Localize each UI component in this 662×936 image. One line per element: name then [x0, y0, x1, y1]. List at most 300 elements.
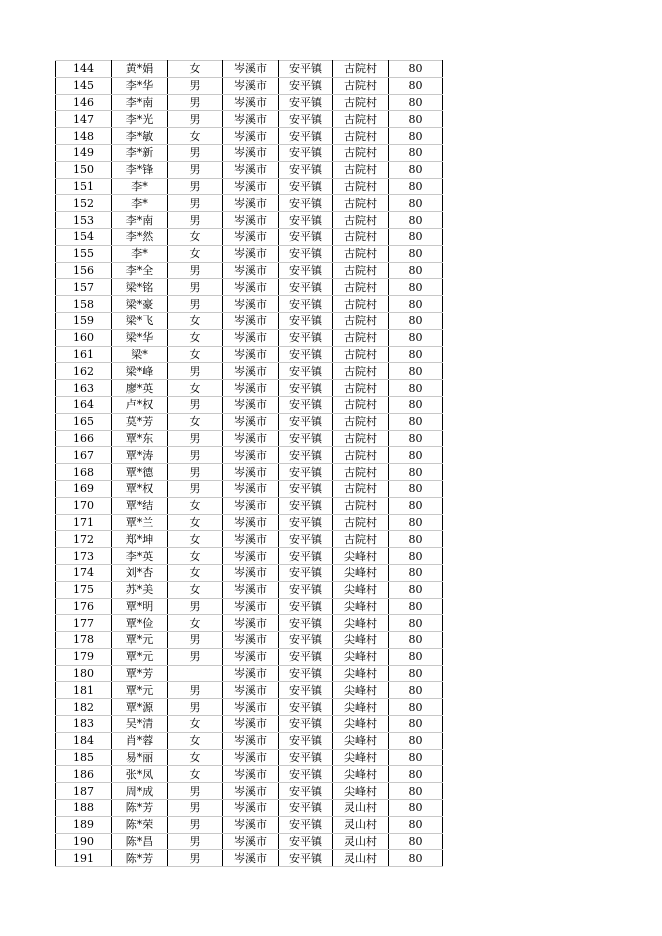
city-cell: 岑溪市: [223, 144, 279, 161]
amount-cell: 80: [389, 850, 443, 867]
amount-cell: 80: [389, 178, 443, 195]
amount-cell: 80: [389, 581, 443, 598]
village-cell: 尖峰村: [333, 766, 389, 783]
row-number-cell: 190: [56, 833, 112, 850]
town-cell: 安平镇: [279, 430, 333, 447]
gender-cell: 女: [168, 548, 223, 565]
table-row: [56, 178, 443, 195]
city-cell: 岑溪市: [223, 111, 279, 128]
row-number-cell: 191: [56, 850, 112, 867]
name-cell: 覃*东: [112, 430, 168, 447]
village-cell: 尖峰村: [333, 783, 389, 800]
village-cell: 古院村: [333, 262, 389, 279]
gender-cell: 女: [168, 581, 223, 598]
name-cell: 李*华: [112, 77, 168, 94]
village-cell: 古院村: [333, 380, 389, 397]
amount-cell: 80: [389, 77, 443, 94]
name-cell: 覃*元: [112, 648, 168, 665]
village-cell: 尖峰村: [333, 682, 389, 699]
row-number-cell: 174: [56, 564, 112, 581]
gender-cell: 男: [168, 816, 223, 833]
gender-cell: 女: [168, 497, 223, 514]
table-row: [56, 380, 443, 397]
table-row: [56, 228, 443, 245]
gender-cell: 女: [168, 329, 223, 346]
city-cell: 岑溪市: [223, 447, 279, 464]
name-cell: 陈*芳: [112, 850, 168, 867]
village-cell: 古院村: [333, 531, 389, 548]
city-cell: 岑溪市: [223, 480, 279, 497]
row-number-cell: 152: [56, 195, 112, 212]
gender-cell: 男: [168, 161, 223, 178]
town-cell: 安平镇: [279, 128, 333, 145]
row-number-cell: 163: [56, 380, 112, 397]
table-row: [56, 413, 443, 430]
city-cell: 岑溪市: [223, 94, 279, 111]
row-number-cell: 148: [56, 128, 112, 145]
amount-cell: 80: [389, 195, 443, 212]
row-number-cell: 153: [56, 212, 112, 229]
amount-cell: 80: [389, 682, 443, 699]
table-row: [56, 514, 443, 531]
amount-cell: 80: [389, 732, 443, 749]
gender-cell: 女: [168, 346, 223, 363]
row-number-cell: 168: [56, 464, 112, 481]
row-number-cell: 185: [56, 749, 112, 766]
amount-cell: 80: [389, 228, 443, 245]
table-row: [56, 480, 443, 497]
name-cell: 李*然: [112, 228, 168, 245]
table-row: [56, 531, 443, 548]
city-cell: 岑溪市: [223, 800, 279, 817]
table-row: [56, 128, 443, 145]
gender-cell: 男: [168, 464, 223, 481]
table-row: [56, 77, 443, 94]
village-cell: 灵山村: [333, 800, 389, 817]
row-number-cell: 144: [56, 61, 112, 78]
gender-cell: 女: [168, 380, 223, 397]
name-cell: 梁*铭: [112, 279, 168, 296]
table-row: [56, 598, 443, 615]
village-cell: 尖峰村: [333, 548, 389, 565]
town-cell: 安平镇: [279, 144, 333, 161]
gender-cell: 女: [168, 749, 223, 766]
town-cell: 安平镇: [279, 161, 333, 178]
name-cell: 郑*坤: [112, 531, 168, 548]
town-cell: 安平镇: [279, 480, 333, 497]
table-row: [56, 262, 443, 279]
town-cell: 安平镇: [279, 447, 333, 464]
table-row: [56, 749, 443, 766]
name-cell: 覃*明: [112, 598, 168, 615]
village-cell: 尖峰村: [333, 648, 389, 665]
name-cell: 覃*元: [112, 682, 168, 699]
city-cell: 岑溪市: [223, 279, 279, 296]
town-cell: 安平镇: [279, 312, 333, 329]
village-cell: 古院村: [333, 312, 389, 329]
row-number-cell: 178: [56, 632, 112, 649]
city-cell: 岑溪市: [223, 699, 279, 716]
city-cell: 岑溪市: [223, 749, 279, 766]
city-cell: 岑溪市: [223, 262, 279, 279]
table-row: [56, 833, 443, 850]
town-cell: 安平镇: [279, 833, 333, 850]
row-number-cell: 172: [56, 531, 112, 548]
amount-cell: 80: [389, 766, 443, 783]
name-cell: 张*凤: [112, 766, 168, 783]
village-cell: 尖峰村: [333, 732, 389, 749]
table-row: [56, 732, 443, 749]
row-number-cell: 189: [56, 816, 112, 833]
town-cell: 安平镇: [279, 346, 333, 363]
village-cell: 古院村: [333, 480, 389, 497]
spreadsheet-table: [55, 60, 443, 867]
name-cell: 卢*权: [112, 396, 168, 413]
gender-cell: 男: [168, 396, 223, 413]
name-cell: 覃*兰: [112, 514, 168, 531]
name-cell: 莫*芳: [112, 413, 168, 430]
row-number-cell: 187: [56, 783, 112, 800]
table-row: [56, 94, 443, 111]
village-cell: 古院村: [333, 363, 389, 380]
gender-cell: 男: [168, 447, 223, 464]
row-number-cell: 161: [56, 346, 112, 363]
name-cell: 肖*蓉: [112, 732, 168, 749]
gender-cell: 女: [168, 766, 223, 783]
amount-cell: 80: [389, 279, 443, 296]
table-row: [56, 800, 443, 817]
table-row: [56, 346, 443, 363]
gender-cell: 女: [168, 716, 223, 733]
town-cell: 安平镇: [279, 632, 333, 649]
town-cell: 安平镇: [279, 94, 333, 111]
village-cell: 古院村: [333, 61, 389, 78]
town-cell: 安平镇: [279, 245, 333, 262]
village-cell: 尖峰村: [333, 632, 389, 649]
name-cell: 覃*德: [112, 464, 168, 481]
city-cell: 岑溪市: [223, 178, 279, 195]
village-cell: 古院村: [333, 228, 389, 245]
city-cell: 岑溪市: [223, 128, 279, 145]
village-cell: 古院村: [333, 497, 389, 514]
gender-cell: 男: [168, 144, 223, 161]
table-row: [56, 464, 443, 481]
name-cell: 梁*: [112, 346, 168, 363]
row-number-cell: 179: [56, 648, 112, 665]
name-cell: 陈*昌: [112, 833, 168, 850]
name-cell: 苏*美: [112, 581, 168, 598]
gender-cell: 男: [168, 598, 223, 615]
town-cell: 安平镇: [279, 716, 333, 733]
gender-cell: 男: [168, 296, 223, 313]
name-cell: 李*敏: [112, 128, 168, 145]
amount-cell: 80: [389, 430, 443, 447]
gender-cell: 男: [168, 480, 223, 497]
village-cell: 尖峰村: [333, 615, 389, 632]
row-number-cell: 147: [56, 111, 112, 128]
name-cell: 李*: [112, 195, 168, 212]
town-cell: 安平镇: [279, 497, 333, 514]
city-cell: 岑溪市: [223, 531, 279, 548]
table-row: [56, 111, 443, 128]
village-cell: 古院村: [333, 245, 389, 262]
town-cell: 安平镇: [279, 61, 333, 78]
table-row: [56, 161, 443, 178]
town-cell: 安平镇: [279, 329, 333, 346]
row-number-cell: 146: [56, 94, 112, 111]
table-row: [56, 665, 443, 682]
city-cell: 岑溪市: [223, 850, 279, 867]
table-row: [56, 783, 443, 800]
gender-cell: 男: [168, 632, 223, 649]
gender-cell: 女: [168, 128, 223, 145]
name-cell: 刘*杏: [112, 564, 168, 581]
town-cell: 安平镇: [279, 228, 333, 245]
city-cell: 岑溪市: [223, 61, 279, 78]
city-cell: 岑溪市: [223, 413, 279, 430]
name-cell: 梁*峰: [112, 363, 168, 380]
amount-cell: 80: [389, 94, 443, 111]
amount-cell: 80: [389, 531, 443, 548]
city-cell: 岑溪市: [223, 665, 279, 682]
name-cell: 李*: [112, 245, 168, 262]
row-number-cell: 164: [56, 396, 112, 413]
town-cell: 安平镇: [279, 380, 333, 397]
amount-cell: 80: [389, 413, 443, 430]
gender-cell: 男: [168, 212, 223, 229]
city-cell: 岑溪市: [223, 245, 279, 262]
gender-cell: 女: [168, 61, 223, 78]
gender-cell: 女: [168, 245, 223, 262]
amount-cell: 80: [389, 363, 443, 380]
town-cell: 安平镇: [279, 464, 333, 481]
name-cell: 覃*元: [112, 632, 168, 649]
village-cell: 古院村: [333, 396, 389, 413]
city-cell: 岑溪市: [223, 632, 279, 649]
village-cell: 尖峰村: [333, 749, 389, 766]
gender-cell: [168, 665, 223, 682]
row-number-cell: 176: [56, 598, 112, 615]
city-cell: 岑溪市: [223, 816, 279, 833]
village-cell: 古院村: [333, 346, 389, 363]
gender-cell: 男: [168, 648, 223, 665]
town-cell: 安平镇: [279, 665, 333, 682]
village-cell: 古院村: [333, 447, 389, 464]
village-cell: 尖峰村: [333, 564, 389, 581]
city-cell: 岑溪市: [223, 228, 279, 245]
amount-cell: 80: [389, 447, 443, 464]
gender-cell: 男: [168, 279, 223, 296]
village-cell: 古院村: [333, 178, 389, 195]
amount-cell: 80: [389, 144, 443, 161]
village-cell: 灵山村: [333, 816, 389, 833]
table-row: [56, 61, 443, 78]
table-row: [56, 329, 443, 346]
village-cell: 古院村: [333, 296, 389, 313]
amount-cell: 80: [389, 598, 443, 615]
row-number-cell: 182: [56, 699, 112, 716]
village-cell: 古院村: [333, 195, 389, 212]
table-row: [56, 144, 443, 161]
table-row: [56, 716, 443, 733]
name-cell: 覃*权: [112, 480, 168, 497]
town-cell: 安平镇: [279, 212, 333, 229]
row-number-cell: 160: [56, 329, 112, 346]
gender-cell: 女: [168, 732, 223, 749]
amount-cell: 80: [389, 312, 443, 329]
gender-cell: 男: [168, 430, 223, 447]
table-row: [56, 279, 443, 296]
amount-cell: 80: [389, 665, 443, 682]
gender-cell: 男: [168, 833, 223, 850]
gender-cell: 女: [168, 228, 223, 245]
amount-cell: 80: [389, 262, 443, 279]
table-row: [56, 548, 443, 565]
town-cell: 安平镇: [279, 111, 333, 128]
city-cell: 岑溪市: [223, 396, 279, 413]
row-number-cell: 165: [56, 413, 112, 430]
name-cell: 覃*俭: [112, 615, 168, 632]
town-cell: 安平镇: [279, 396, 333, 413]
city-cell: 岑溪市: [223, 514, 279, 531]
name-cell: 陈*芳: [112, 800, 168, 817]
table-row: [56, 296, 443, 313]
row-number-cell: 170: [56, 497, 112, 514]
amount-cell: 80: [389, 396, 443, 413]
row-number-cell: 183: [56, 716, 112, 733]
amount-cell: 80: [389, 245, 443, 262]
gender-cell: 女: [168, 514, 223, 531]
city-cell: 岑溪市: [223, 346, 279, 363]
row-number-cell: 162: [56, 363, 112, 380]
town-cell: 安平镇: [279, 816, 333, 833]
town-cell: 安平镇: [279, 363, 333, 380]
town-cell: 安平镇: [279, 296, 333, 313]
amount-cell: 80: [389, 632, 443, 649]
name-cell: 梁*飞: [112, 312, 168, 329]
city-cell: 岑溪市: [223, 464, 279, 481]
village-cell: 灵山村: [333, 833, 389, 850]
town-cell: 安平镇: [279, 615, 333, 632]
amount-cell: 80: [389, 128, 443, 145]
village-cell: 古院村: [333, 212, 389, 229]
row-number-cell: 150: [56, 161, 112, 178]
gender-cell: 男: [168, 682, 223, 699]
village-cell: 古院村: [333, 514, 389, 531]
row-number-cell: 158: [56, 296, 112, 313]
name-cell: 陈*荣: [112, 816, 168, 833]
name-cell: 梁*豪: [112, 296, 168, 313]
name-cell: 李*光: [112, 111, 168, 128]
table-row: [56, 195, 443, 212]
amount-cell: 80: [389, 514, 443, 531]
amount-cell: 80: [389, 564, 443, 581]
amount-cell: 80: [389, 615, 443, 632]
city-cell: 岑溪市: [223, 648, 279, 665]
amount-cell: 80: [389, 833, 443, 850]
table-row: [56, 581, 443, 598]
village-cell: 古院村: [333, 111, 389, 128]
city-cell: 岑溪市: [223, 312, 279, 329]
amount-cell: 80: [389, 816, 443, 833]
row-number-cell: 175: [56, 581, 112, 598]
table-row: [56, 430, 443, 447]
city-cell: 岑溪市: [223, 732, 279, 749]
town-cell: 安平镇: [279, 732, 333, 749]
amount-cell: 80: [389, 161, 443, 178]
name-cell: 李*新: [112, 144, 168, 161]
city-cell: 岑溪市: [223, 161, 279, 178]
town-cell: 安平镇: [279, 413, 333, 430]
gender-cell: 男: [168, 800, 223, 817]
town-cell: 安平镇: [279, 766, 333, 783]
table-row: [56, 850, 443, 867]
row-number-cell: 173: [56, 548, 112, 565]
name-cell: 吴*清: [112, 716, 168, 733]
row-number-cell: 188: [56, 800, 112, 817]
city-cell: 岑溪市: [223, 195, 279, 212]
table-row: [56, 564, 443, 581]
table-row: [56, 212, 443, 229]
name-cell: 黄*娟: [112, 61, 168, 78]
city-cell: 岑溪市: [223, 833, 279, 850]
gender-cell: 女: [168, 615, 223, 632]
town-cell: 安平镇: [279, 195, 333, 212]
table-row: [56, 766, 443, 783]
name-cell: 李*南: [112, 94, 168, 111]
row-number-cell: 151: [56, 178, 112, 195]
row-number-cell: 167: [56, 447, 112, 464]
town-cell: 安平镇: [279, 531, 333, 548]
row-number-cell: 149: [56, 144, 112, 161]
village-cell: 古院村: [333, 413, 389, 430]
city-cell: 岑溪市: [223, 212, 279, 229]
table-row: [56, 312, 443, 329]
city-cell: 岑溪市: [223, 430, 279, 447]
gender-cell: 男: [168, 783, 223, 800]
village-cell: 尖峰村: [333, 716, 389, 733]
village-cell: 古院村: [333, 128, 389, 145]
amount-cell: 80: [389, 380, 443, 397]
city-cell: 岑溪市: [223, 581, 279, 598]
amount-cell: 80: [389, 329, 443, 346]
amount-cell: 80: [389, 800, 443, 817]
village-cell: 古院村: [333, 430, 389, 447]
row-number-cell: 159: [56, 312, 112, 329]
table-body: [56, 61, 443, 867]
town-cell: 安平镇: [279, 581, 333, 598]
gender-cell: 男: [168, 178, 223, 195]
village-cell: 古院村: [333, 144, 389, 161]
town-cell: 安平镇: [279, 548, 333, 565]
town-cell: 安平镇: [279, 279, 333, 296]
village-cell: 灵山村: [333, 850, 389, 867]
row-number-cell: 186: [56, 766, 112, 783]
table-row: [56, 648, 443, 665]
village-cell: 古院村: [333, 464, 389, 481]
city-cell: 岑溪市: [223, 783, 279, 800]
row-number-cell: 166: [56, 430, 112, 447]
gender-cell: 女: [168, 531, 223, 548]
amount-cell: 80: [389, 212, 443, 229]
row-number-cell: 154: [56, 228, 112, 245]
name-cell: 易*丽: [112, 749, 168, 766]
city-cell: 岑溪市: [223, 296, 279, 313]
name-cell: 覃*结: [112, 497, 168, 514]
amount-cell: 80: [389, 480, 443, 497]
gender-cell: 男: [168, 77, 223, 94]
table-row: [56, 816, 443, 833]
